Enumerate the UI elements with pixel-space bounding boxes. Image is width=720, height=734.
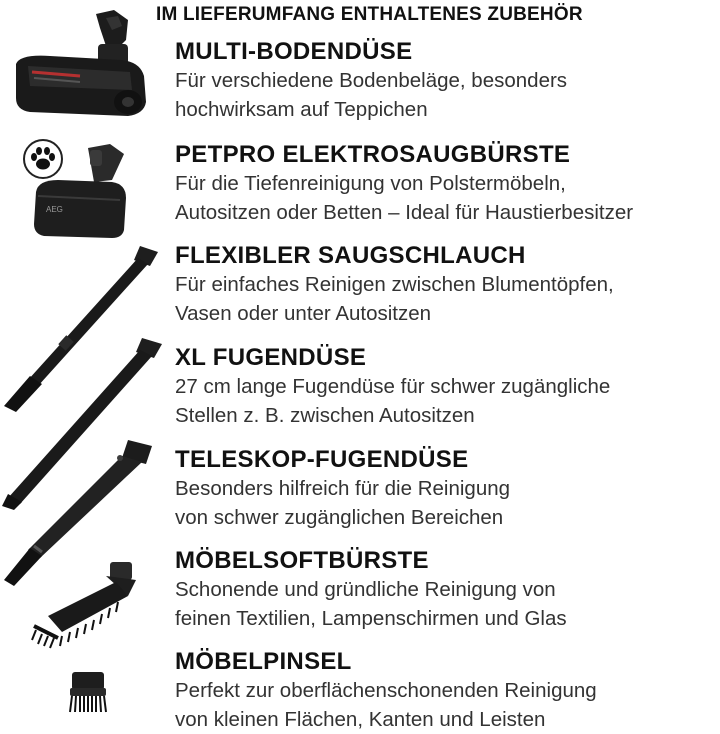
- item-title: PETPRO ELEKTROSAUGBÜRSTE: [175, 141, 571, 168]
- item-flexible-hose: [175, 242, 720, 328]
- item-desc-line: Für die Tiefenreinigung von Polstermöbeln,: [175, 172, 566, 195]
- item-telescopic-crevice: [175, 446, 720, 532]
- item-title: MÖBELPINSEL: [175, 648, 352, 675]
- item-desc-line: Für einfaches Reinigen zwischen Blumentöpfen,: [175, 273, 614, 296]
- brand-logo: AEG: [46, 205, 63, 214]
- item-desc-line: 27 cm lange Fugendüse für schwer zugängliche: [175, 375, 611, 398]
- item-desc-line: feinen Textilien, Lampenschirmen und Glas: [175, 607, 567, 630]
- item-desc-line: Autositzen oder Betten – Ideal für Haustierbesitzer: [175, 201, 634, 224]
- item-title: MULTI-BODENDÜSE: [175, 38, 413, 65]
- item-multi-floor-nozzle: [175, 38, 720, 124]
- item-xl-crevice-tool: [175, 344, 720, 430]
- item-desc-line: Schonende und gründliche Reinigung von: [175, 578, 556, 601]
- item-title: XL FUGENDÜSE: [175, 344, 367, 371]
- item-title: MÖBELSOFTBÜRSTE: [175, 547, 429, 574]
- item-desc-line: Besonders hilfreich für die Reinigung: [175, 477, 511, 500]
- item-desc-line: von schwer zugänglichen Bereichen: [175, 506, 504, 529]
- item-desc-line: von kleinen Flächen, Kanten und Leisten: [175, 708, 546, 731]
- item-soft-brush: [175, 547, 720, 633]
- soft-brush-icon: [28, 556, 146, 652]
- item-petpro-brush: [175, 141, 720, 227]
- item-desc-line: Perfekt zur oberflächenschonenden Reinigung: [175, 679, 597, 702]
- item-desc-line: hochwirksam auf Teppichen: [175, 98, 428, 121]
- dusting-brush-icon: [60, 668, 116, 716]
- pet-brush-icon: [28, 140, 138, 244]
- item-title: FLEXIBLER SAUGSCHLAUCH: [175, 242, 526, 269]
- item-dusting-brush: [175, 648, 720, 734]
- item-title: TELESKOP-FUGENDÜSE: [175, 446, 469, 473]
- item-desc-line: Vasen oder unter Autositzen: [175, 302, 432, 325]
- floor-nozzle-icon: [10, 6, 150, 124]
- item-desc-line: Für verschiedene Bodenbeläge, besonders: [175, 69, 568, 92]
- accessories-header: IM LIEFERUMFANG ENTHALTENES ZUBEHÖR: [156, 4, 583, 25]
- item-desc-line: Stellen z. B. zwischen Autositzen: [175, 404, 475, 427]
